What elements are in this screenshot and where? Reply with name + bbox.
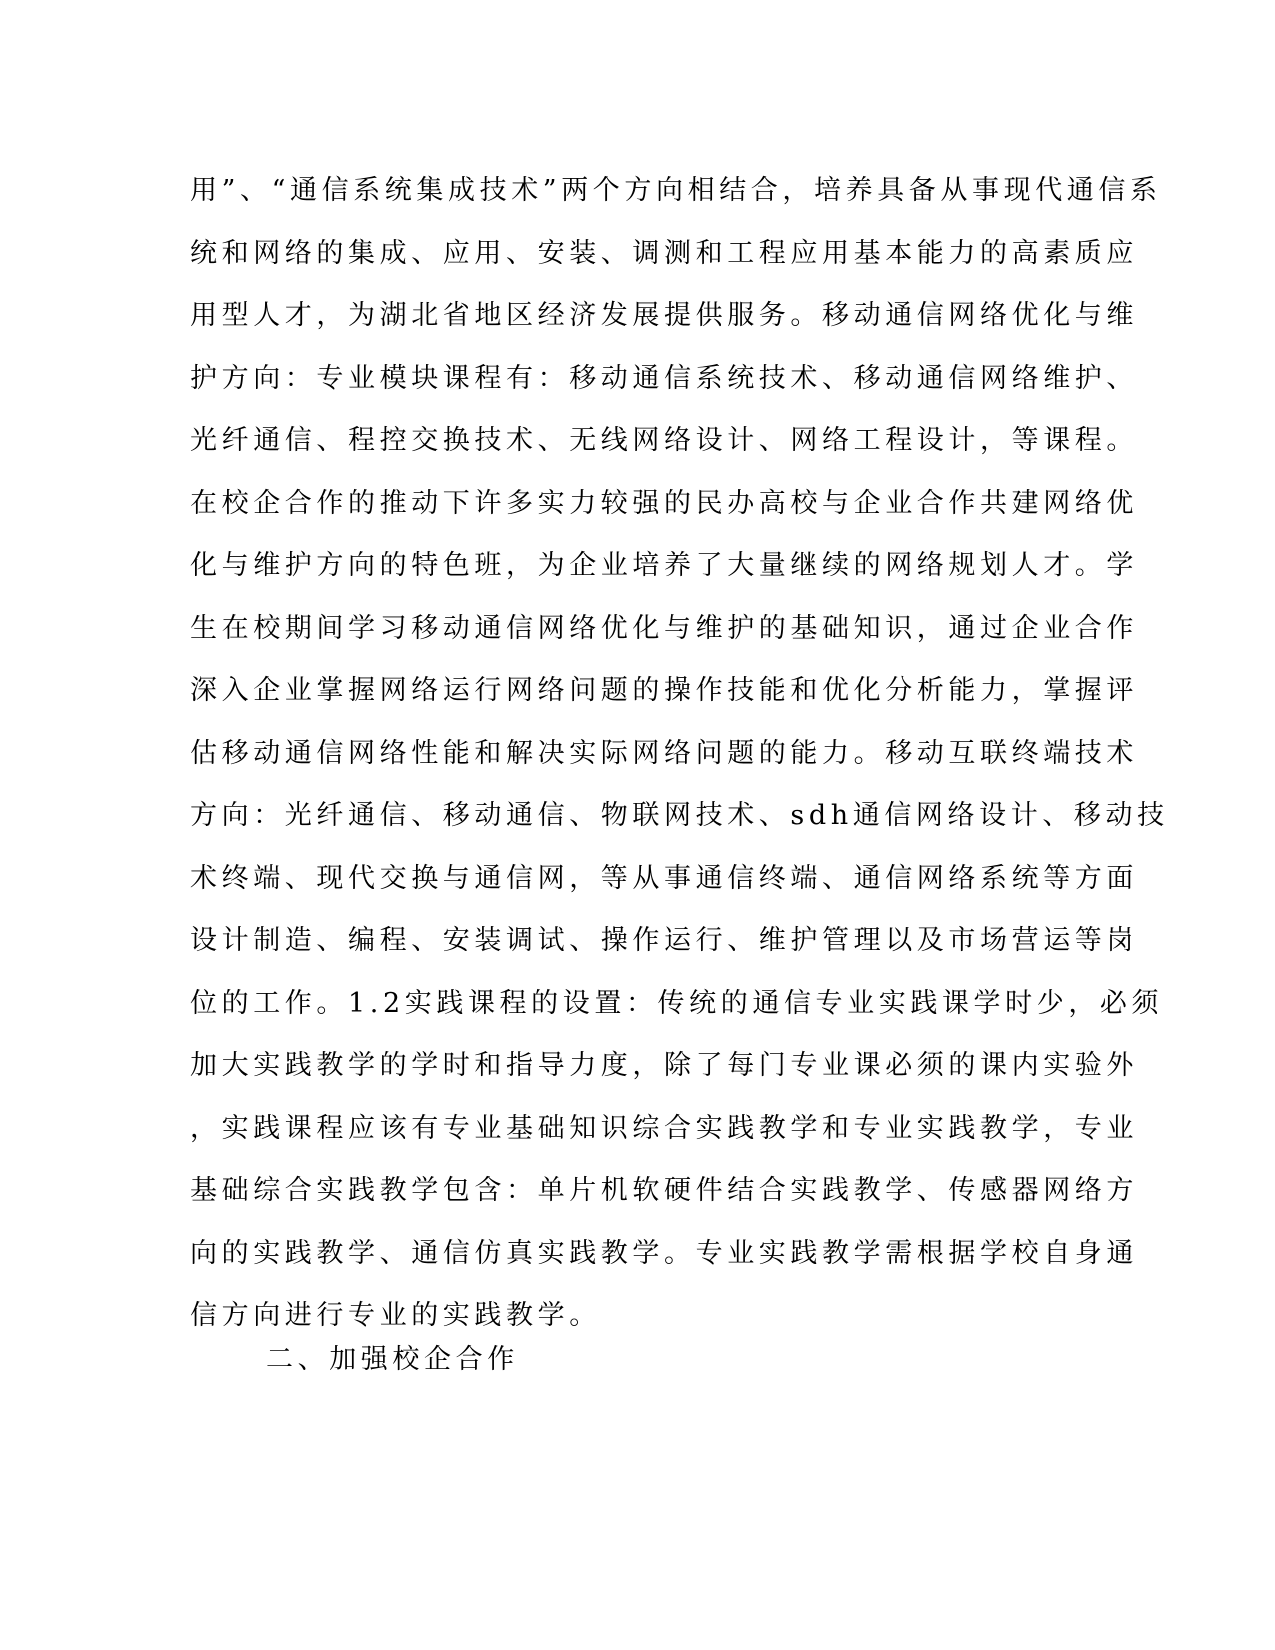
text-line: 向的实践教学、通信仿真实践教学。专业实践教学需根据学校自身通: [190, 1237, 1138, 1269]
text-line: 位的工作。1.2实践课程的设置：传统的通信专业实践课学时少，必须: [190, 987, 1164, 1019]
text-line: 用”、“通信系统集成技术”两个方向相结合，培养具备从事现代通信系: [190, 175, 1162, 206]
text-line: 设计制造、编程、安装调试、操作运行、维护管理以及市场营运等岗: [190, 925, 1138, 956]
text-line: 生在校期间学习移动通信网络优化与维护的基础知识，通过企业合作: [190, 612, 1138, 644]
text-line: 光纤通信、程控交换技术、无线网络设计、网络工程设计，等课程。: [190, 425, 1138, 456]
text-line: 基础综合实践教学包含：单片机软硬件结合实践教学、传感器网络方: [190, 1175, 1138, 1206]
text-line: 加大实践教学的学时和指导力度，除了每门专业课必须的课内实验外: [190, 1050, 1138, 1081]
text-line: 用型人才，为湖北省地区经济发展提供服务。移动通信网络优化与维: [190, 300, 1138, 331]
text-line: 深入企业掌握网络运行网络问题的操作技能和优化分析能力，掌握评: [190, 675, 1138, 706]
text-line: 化与维护方向的特色班，为企业培养了大量继续的网络规划人才。学: [190, 550, 1138, 581]
text-line: 方向：光纤通信、移动通信、物联网技术、sdh通信网络设计、移动技: [190, 800, 1169, 831]
text-line: ，实践课程应该有专业基础知识综合实践教学和专业实践教学，专业: [190, 1112, 1138, 1144]
text-line: 估移动通信网络性能和解决实际网络问题的能力。移动互联终端技术: [190, 737, 1138, 769]
text-line: 在校企合作的推动下许多实力较强的民办高校与企业合作共建网络优: [190, 487, 1138, 519]
text-line: 术终端、现代交换与通信网，等从事通信终端、通信网络系统等方面: [190, 862, 1138, 894]
text-line: 信方向进行专业的实践教学。: [190, 1300, 601, 1331]
text-line: 护方向：专业模块课程有：移动通信系统技术、移动通信网络维护、: [190, 362, 1138, 394]
body-text: [190, 160, 1169, 1348]
section-heading: 二、加强校企合作: [266, 1344, 519, 1375]
text-line: 统和网络的集成、应用、安装、调测和工程应用基本能力的高素质应: [190, 237, 1138, 269]
